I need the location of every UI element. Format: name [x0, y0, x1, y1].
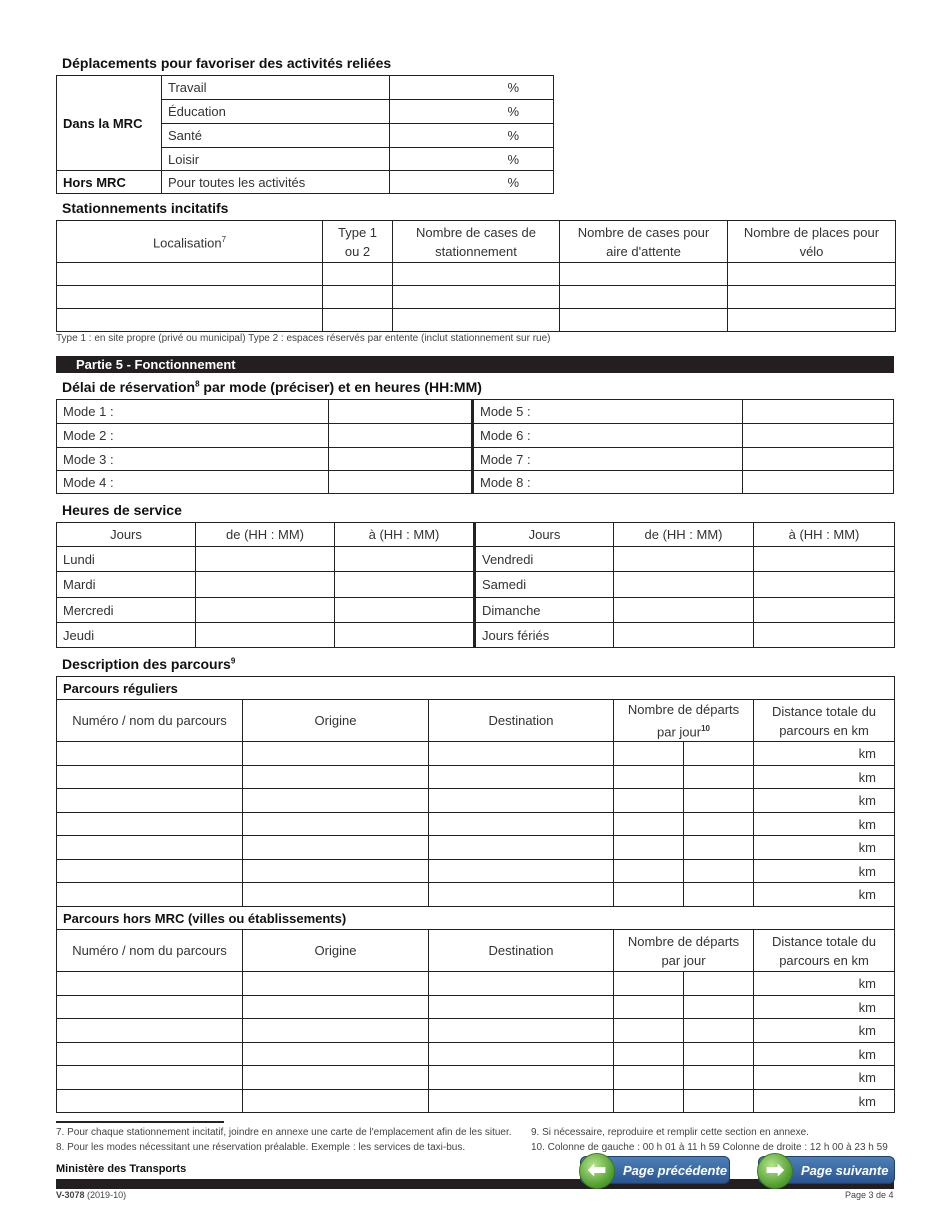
mode-delay-input[interactable]: [329, 424, 473, 448]
pct-input-work[interactable]: %: [390, 76, 554, 100]
routes-table: [56, 676, 895, 1113]
parking-row: [57, 309, 896, 332]
mode-label: Mode 8 :: [473, 471, 743, 494]
parking-row: [57, 286, 896, 309]
pct-input-leisure[interactable]: %: [390, 148, 554, 171]
activity-leisure: Loisir: [162, 148, 390, 171]
mode-label: Mode 7 :: [473, 448, 743, 471]
day-label: Jours fériés: [475, 623, 614, 648]
activity-all: Pour toutes les activités: [162, 171, 390, 194]
day-label: Lundi: [57, 547, 196, 572]
arrow-left-icon: ⬅: [579, 1153, 615, 1189]
route-row: km: [57, 813, 895, 836]
activity-education: Éducation: [162, 100, 390, 124]
route-row: km: [57, 883, 895, 907]
route-row: km: [57, 766, 895, 789]
mode-delay-input[interactable]: [329, 400, 473, 424]
day-label: Mercredi: [57, 598, 196, 623]
header-origin: Origine: [243, 700, 429, 742]
pct-input-education[interactable]: %: [390, 100, 554, 124]
route-row: km: [57, 972, 895, 996]
mode-delay-input[interactable]: [743, 400, 894, 424]
mode-delay-input[interactable]: [329, 471, 473, 494]
route-row: km: [57, 1043, 895, 1066]
header-days: Jours: [475, 523, 614, 547]
activity-health: Santé: [162, 124, 390, 148]
header-departures: Nombre de départs par jour$^{10}$: [614, 700, 754, 742]
route-row: km: [57, 996, 895, 1019]
prev-page-button[interactable]: ⬅ Page précédente: [580, 1156, 730, 1184]
section-title-service-hours: Heures de service: [62, 502, 182, 518]
pct-input-all[interactable]: %: [390, 171, 554, 194]
footnote-8: 8. Pour les modes nécessitant une réservation préalable. Exemple : les services de taxi-bus.: [56, 1142, 466, 1153]
arrow-right-icon: ➡: [757, 1153, 793, 1189]
parking-row: [57, 263, 896, 286]
mode-label: Mode 1 :: [57, 400, 329, 424]
part5-header: Partie 5 - Fonctionnement: [56, 356, 894, 373]
footnote-9: 9. Si nécessaire, reproduire et remplir cette section en annexe.: [531, 1127, 809, 1138]
regular-routes-title: Parcours réguliers: [57, 677, 895, 700]
header-destination: Destination: [429, 700, 614, 742]
reservation-table: [56, 399, 894, 494]
form-code: V-3078 (2019-10): [56, 1190, 127, 1200]
header-from: de (HH : MM): [196, 523, 335, 547]
header-bike-spaces: Nombre de places pour vélo: [728, 221, 896, 263]
parking-table: [56, 220, 896, 332]
header-to: à (HH : MM): [335, 523, 475, 547]
mode-delay-input[interactable]: [743, 471, 894, 494]
mode-delay-input[interactable]: [743, 448, 894, 471]
activity-work: Travail: [162, 76, 390, 100]
day-label: Mardi: [57, 572, 196, 598]
parking-type-note: Type 1 : en site propre (privé ou municipal) Type 2 : espaces réservés par entente (inclut stationnement sur rue): [56, 333, 551, 344]
header-distance: Distance totale du parcours en km: [754, 930, 895, 972]
mode-delay-input[interactable]: [329, 448, 473, 471]
header-route-name: Numéro / nom du parcours: [57, 930, 243, 972]
mode-label: Mode 4 :: [57, 471, 329, 494]
section-title-routes: Description des parcours$^9$: [62, 656, 236, 672]
pct-input-health[interactable]: %: [390, 124, 554, 148]
header-route-name: Numéro / nom du parcours: [57, 700, 243, 742]
header-location: Localisation$^7$: [57, 221, 323, 263]
route-row: km: [57, 1019, 895, 1043]
mode-label: Mode 3 :: [57, 448, 329, 471]
header-from: de (HH : MM): [614, 523, 754, 547]
mode-delay-input[interactable]: [743, 424, 894, 448]
page-number: Page 3 de 4: [845, 1190, 894, 1200]
header-origin: Origine: [243, 930, 429, 972]
mode-label: Mode 2 :: [57, 424, 329, 448]
header-parking-spaces: Nombre de cases de stationnement: [393, 221, 560, 263]
next-page-button[interactable]: ➡ Page suivante: [758, 1156, 895, 1184]
route-row: km: [57, 742, 895, 766]
route-row: km: [57, 860, 895, 883]
ministry-name: Ministère des Transports: [56, 1163, 187, 1175]
in-mrc-label: Dans la MRC: [57, 76, 162, 171]
section-title-activities: Déplacements pour favoriser des activités reliées: [62, 55, 392, 71]
route-row: km: [57, 836, 895, 860]
header-destination: Destination: [429, 930, 614, 972]
mode-label: Mode 6 :: [473, 424, 743, 448]
footnote-7: 7. Pour chaque stationnement incitatif, joindre en annexe une carte de l'emplacement afin de les situer.: [56, 1127, 512, 1138]
header-days: Jours: [57, 523, 196, 547]
route-row: km: [57, 1066, 895, 1090]
day-label: Vendredi: [475, 547, 614, 572]
day-label: Dimanche: [475, 598, 614, 623]
activities-table: [56, 75, 554, 194]
section-title-parking: Stationnements incitatifs: [62, 200, 229, 216]
footnote-divider: [56, 1121, 224, 1123]
header-waiting-spaces: Nombre de cases pour aire d'attente: [560, 221, 728, 263]
header-type: Type 1 ou 2: [323, 221, 393, 263]
header-distance: Distance totale du parcours en km: [754, 700, 895, 742]
day-label: Jeudi: [57, 623, 196, 648]
day-label: Samedi: [475, 572, 614, 598]
out-mrc-label: Hors MRC: [57, 171, 162, 194]
route-row: km: [57, 789, 895, 813]
outside-routes-title: Parcours hors MRC (villes ou établissements): [57, 907, 895, 930]
service-hours-table: [56, 522, 895, 648]
header-to: à (HH : MM): [754, 523, 895, 547]
section-title-reservation: Délai de réservation$^8$ par mode (préciser) et en heures (HH:MM): [62, 379, 482, 395]
mode-label: Mode 5 :: [473, 400, 743, 424]
header-departures: Nombre de départs par jour: [614, 930, 754, 972]
footnote-10: 10. Colonne de gauche : 00 h 01 à 11 h 59 Colonne de droite : 12 h 00 à 23 h 59: [531, 1142, 888, 1153]
route-row: km: [57, 1090, 895, 1113]
